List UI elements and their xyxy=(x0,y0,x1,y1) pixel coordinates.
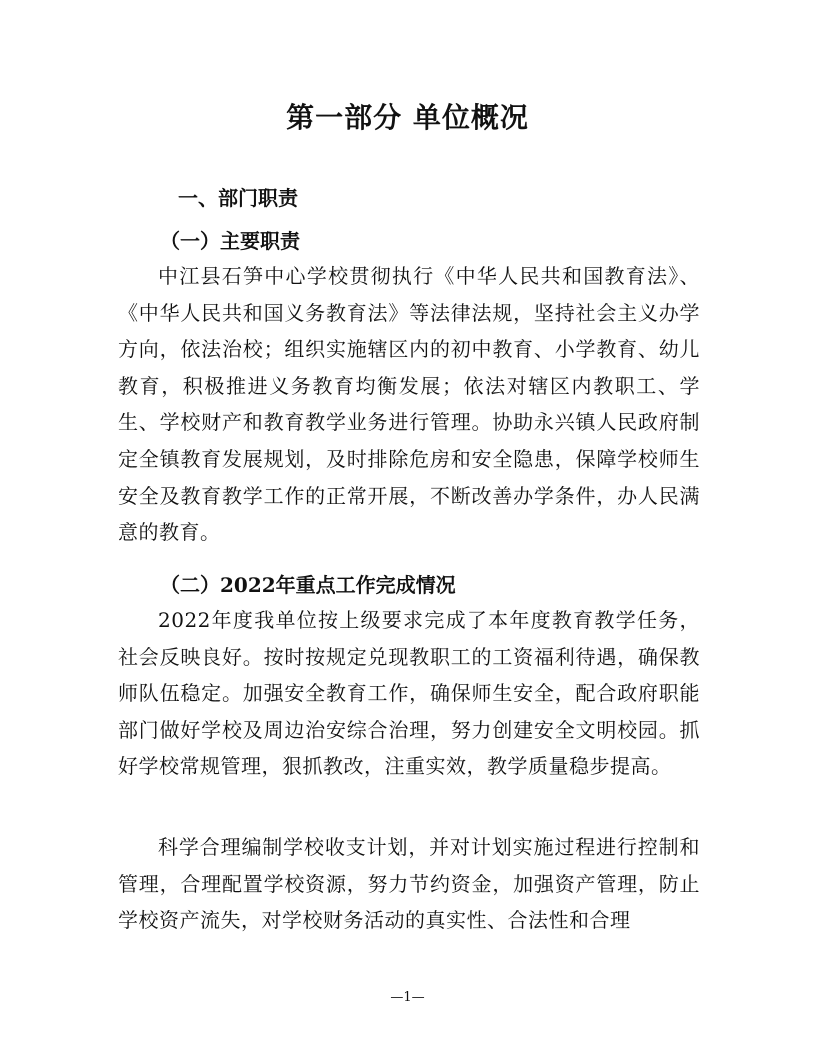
page-title: 第一部分 单位概况 xyxy=(286,101,529,134)
page-number: —1— xyxy=(390,990,425,1005)
paragraph-budget-management: 科学合理编制学校收支计划，并对计划实施过程进行控制和管理，合理配置学校资源，努力节约资金，加强资产管理，防止学校资产流失，对学校财务活动的真实性、合法性和合理 xyxy=(118,835,700,933)
sub-heading-main-duties: （一）主要职责 xyxy=(160,229,300,253)
sub-heading-key-work-2022: （二）2022年重点工作完成情况 xyxy=(160,573,456,597)
paragraph-work-completion: 2022年度我单位按上级要求完成了本年度教育教学任务，社会反映良好。按时按规定兑现教职工的工资福利待遇，确保教师队伍稳定。加强安全教育工作，确保师生安全，配合政府职能部门做好学校及周边治安综合治理，努力创建安全文明校园。抓好学校常规管理，狠抓教改，注重实效，教学质量稳步提高。 xyxy=(118,608,700,779)
paragraph-main-duties: 中江县石笋中心学校贯彻执行《中华人民共和国教育法》、《中华人民共和国义务教育法》等法律法规，坚持社会主义办学方向，依法治校；组织实施辖区内的初中教育、小学教育、幼儿教育，积极推进义务教育均衡发展；依法对辖区内教职工、学生、学校财产和教育教学业务进行管理。协助永兴镇人民政府制定全镇教育发展规划，及时排除危房和安全隐患，保障学校师生安全及教育教学工作的正常开展，不断改善办学条件，办人民满意的教育。 xyxy=(118,264,700,545)
section-heading-department-duties: 一、部门职责 xyxy=(178,186,298,210)
